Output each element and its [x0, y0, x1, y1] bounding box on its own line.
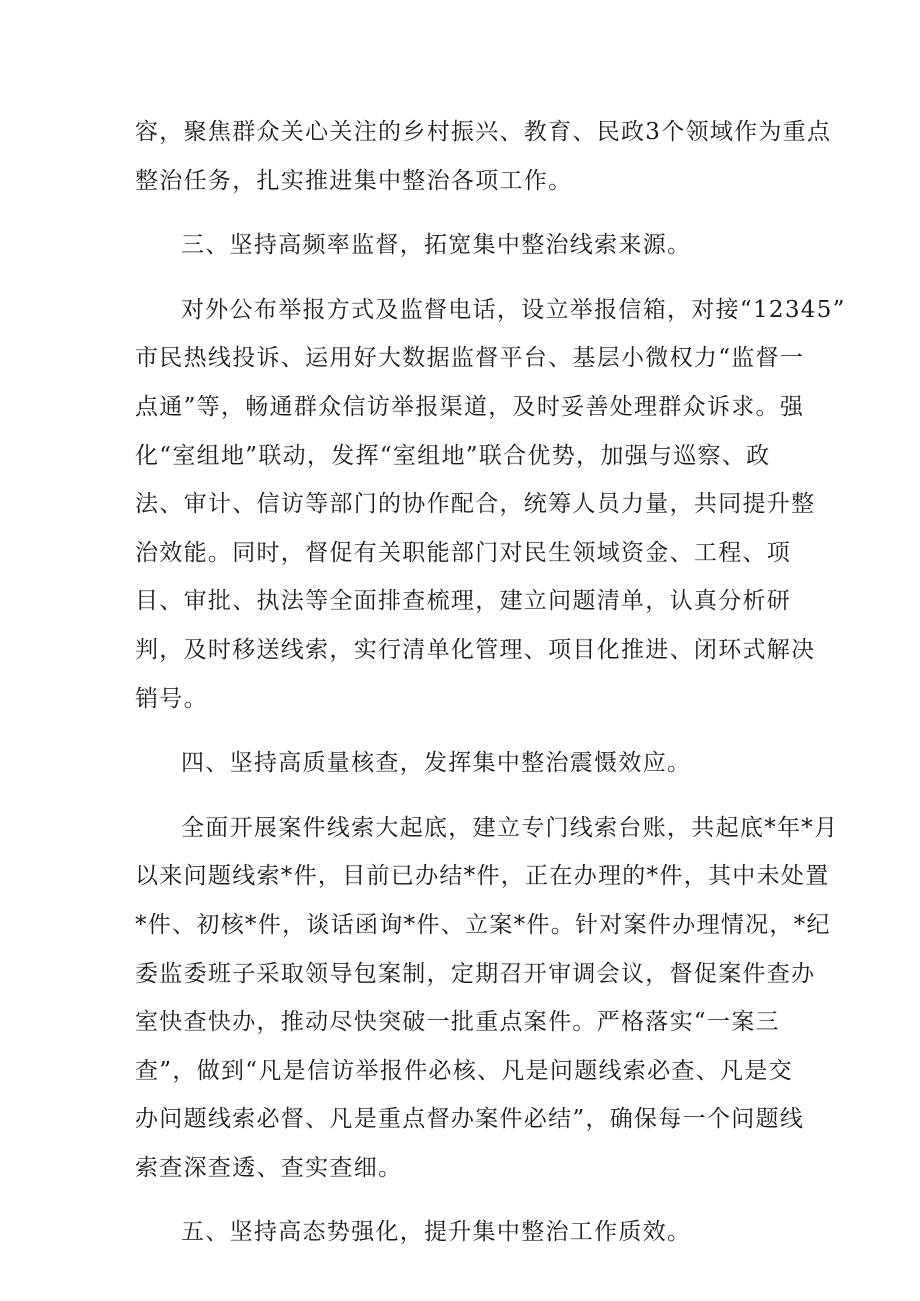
heading-line: 五、坚持高态势强化，提升集中整治工作质效。 [181, 1219, 692, 1246]
text-line: 治效能。同时，督促有关职能部门对民生领域资金、工程、项 [135, 539, 792, 566]
section-heading-4 [135, 739, 795, 788]
paragraph-gap [135, 270, 795, 286]
text-line: 法、审计、信访等部门的协作配合，统筹人员力量，共同提升整 [135, 491, 816, 518]
text-line: 容，聚焦群众关心关注的乡村振兴、教育、民政3个领域作为重点 [135, 119, 832, 145]
heading-line: 四、坚持高质量核查，发挥集中整治震慑效应。 [181, 750, 692, 777]
text-line: 整治任务，扎实推进集中整治各项工作。 [135, 167, 573, 194]
paragraph-supervision [135, 286, 846, 723]
text-line: 销号。 [135, 685, 208, 712]
section-heading-3 [135, 221, 795, 270]
paragraph-gap [135, 788, 795, 804]
text-line: 市民热线投诉、运用好大数据监督平台、基层小微权力“监督一 [135, 345, 805, 372]
text-line: *件、初核*件，谈话函询*件、立案*件。针对案件办理情况，*纪 [135, 911, 831, 938]
text-line: 对外公布举报方式及监督电话，设立举报信箱，对接“12345” [181, 296, 846, 323]
text-line: 索查深查透、查实查细。 [135, 1154, 403, 1181]
paragraph-verification [135, 804, 839, 1193]
text-line: 委监委班子采取领导包案制，定期召开审调会议，督促案件查办 [135, 960, 816, 987]
text-line: 全面开展案件线索大起底，建立专门线索台账，共起底*年*月 [181, 814, 839, 841]
text-line: 点通”等，畅通群众信访举报渠道，及时妥善处理群众诉求。强 [135, 393, 805, 420]
text-line: 判，及时移送线索，实行清单化管理、项目化推进、闭环式解决 [135, 636, 816, 663]
text-line: 以来问题线索*件，目前已办结*件，正在办理的*件，其中未处置 [135, 863, 830, 890]
text-line: 化“室组地”联动，发挥“室组地”联合优势，加强与巡察、政 [135, 442, 771, 469]
heading-line: 三、坚持高频率监督，拓宽集中整治线索来源。 [181, 232, 692, 259]
text-line: 室快查快办，推动尽快突破一批重点案件。严格落实“一案三 [135, 1009, 780, 1036]
paragraph-gap [135, 205, 795, 221]
paragraph-gap [135, 1192, 795, 1208]
paragraph-gap [135, 723, 795, 739]
document-body [135, 108, 846, 1257]
text-line: 办问题线索必督、凡是重点督办案件必结”，确保每一个问题线 [135, 1106, 805, 1133]
paragraph-continuation [135, 108, 832, 205]
text-line: 目、审批、执法等全面排查梳理，建立问题清单，认真分析研 [135, 588, 792, 615]
text-line: 查”，做到“凡是信访举报件必核、凡是问题线索必查、凡是交 [135, 1057, 793, 1084]
section-heading-5 [135, 1208, 795, 1257]
